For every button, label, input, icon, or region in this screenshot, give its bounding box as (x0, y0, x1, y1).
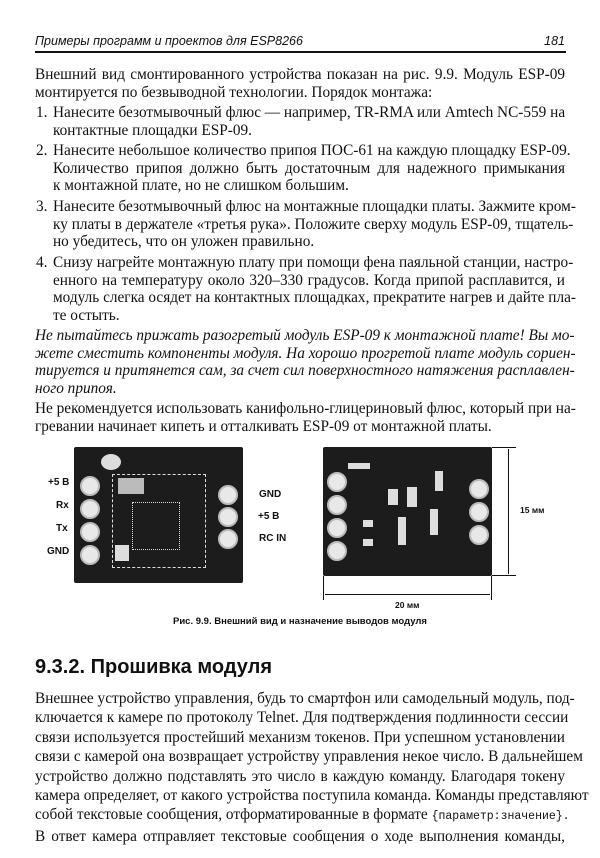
intro-paragraph (35, 66, 565, 101)
text-line: Не пытайтесь прижать разогретый модуль ESP-09 к монтажной плате! Вы мо- (35, 327, 575, 344)
text-line: Нанесите безотмывочный флюс — например, TR-RMA или Amtech NC-559 на (53, 104, 566, 121)
text-line: Снизу нагрейте монтажную плату при помощи фена паяльной станции, настро- (53, 254, 574, 271)
inline-code: {параметр:значение}. (431, 810, 570, 824)
text-line: тируется и притянется сам, за счет сил поверхностного натяжения расплавлен- (35, 362, 575, 379)
step-number: 2. (36, 142, 48, 159)
pin-pad (327, 495, 347, 515)
text-line: те остыть. (53, 306, 120, 324)
text-line: Количество припоя должно быть достаточным для надежного примыкания (53, 159, 565, 177)
smd-component (430, 509, 438, 535)
pin-pad (80, 522, 100, 542)
text-line: Внешнее устройство управления, будь то смартфон или самодельный модуль, под- (35, 690, 575, 707)
pin-pad (80, 499, 100, 519)
pin-pad (80, 476, 100, 496)
figure-caption: Рис. 9.9. Внешний вид и назначение выводов модуля (173, 616, 427, 627)
text-fragment: собой текстовые сообщения, отформатированные в формате (35, 806, 428, 824)
header-rule (35, 51, 566, 53)
pin-label: GND (259, 489, 282, 500)
smd-component (101, 454, 121, 470)
text-line: В ответ камера отправляет текстовые сообщения о ходе выполнения команды, (35, 827, 565, 845)
pin-pad (218, 485, 238, 505)
text-line: Не рекомендуется использовать канифольно-глицериновый флюс, который при на- (35, 400, 576, 417)
smd-component (115, 545, 129, 561)
text-line: но убедитесь, что он уложен правильно. (53, 233, 315, 250)
pin-pad (327, 518, 347, 538)
running-title: Примеры программ и проектов для ESP8266 (35, 34, 303, 48)
text-line: Внешний вид смонтированного устройства показан на рис. 9.9. Модуль ESP-09 (35, 66, 565, 83)
section-paragraph (35, 689, 589, 846)
width-dimension-arrow (325, 594, 490, 595)
text-line: связи с камерой она возвращает устройству управления некое число. В дальнейшем (35, 748, 583, 766)
smd-component (398, 517, 406, 545)
text-line: ку платы в держателе «третья рука». Положите сверху модуль ESP-09, тщатель- (53, 215, 574, 233)
page-number: 181 (544, 34, 565, 48)
step-1 (36, 104, 565, 139)
dimension-extension-line (323, 576, 324, 600)
pin-pad (469, 479, 489, 499)
text-line (35, 805, 570, 826)
warning-paragraph (35, 327, 576, 397)
pin-label: +5 В (258, 511, 280, 522)
pin-pad (327, 541, 347, 561)
height-dimension-label: 15 мм (520, 505, 545, 515)
running-header (35, 34, 565, 48)
dimension-extension-line (492, 447, 516, 448)
step-4 (36, 254, 576, 324)
step-2 (36, 142, 571, 195)
step-number: 4. (36, 254, 48, 271)
pin-label: GND (47, 546, 70, 557)
text-line: контактные площадки ESP-09. (53, 121, 252, 139)
smd-component (363, 520, 373, 527)
pin-pad (327, 472, 347, 492)
text-line: устройство должно подставлять это число в каждую команду. Благодаря токену (35, 767, 565, 785)
pin-pad (469, 525, 489, 545)
pin-label: Rx (56, 500, 69, 511)
smd-component (363, 539, 373, 546)
width-dimension-label: 20 мм (395, 600, 420, 610)
pcb-board-front (74, 447, 243, 583)
pin-label: RC IN (259, 533, 287, 544)
smd-component (435, 471, 443, 491)
text-line: связи используется простейший механизм токенов. При успешном установлении (35, 728, 565, 746)
height-dimension-arrow (508, 449, 509, 574)
dimension-extension-line (491, 576, 492, 600)
text-line: гревании начинает кипеть и отталкивать ESP-09 от монтажной платы. (35, 417, 492, 435)
pin-label: Tx (56, 523, 68, 534)
step-number: 3. (36, 198, 48, 215)
text-line: модуль слегка осядет на контактных площадках, прекратите нагрев и дайте пла- (53, 289, 576, 306)
smd-component (388, 489, 398, 505)
pin-pad (469, 502, 489, 522)
pcb-board-back (323, 447, 492, 576)
text-line: ного припоя. (35, 379, 117, 397)
text-line: енного на температуру около 320–330 градусов. Когда припой расплавится, и (53, 271, 565, 289)
text-line: жете сместить компоненты модуля. На хорошо прогретой плате модуль сориен- (35, 344, 576, 362)
text-line: к монтажной плате, но не слишком большим. (53, 177, 349, 194)
step-3 (36, 198, 576, 251)
esp-chip (132, 502, 180, 550)
pin-label: +5 В (48, 477, 70, 488)
section-heading: 9.3.2. Прошивка модуля (35, 656, 273, 678)
text-line: ключается к камере по протоколу Telnet. Для подтверждения подлинности сессии (35, 709, 569, 727)
pin-pad (218, 507, 238, 527)
smd-component (348, 463, 370, 469)
text-line: Нанесите небольшое количество припоя ПОС-61 на каждую площадку ESP-09. (53, 142, 571, 159)
pin-pad (80, 545, 100, 565)
text-line: монтируется по безвыводной технологии. Порядок монтажа: (35, 83, 433, 101)
pin-pad (218, 529, 238, 549)
step-number: 1. (36, 104, 48, 121)
text-line: Нанесите безотмывочный флюс на монтажные площадки платы. Зажмите кром- (53, 198, 576, 215)
note-paragraph (35, 400, 576, 435)
dimension-extension-line (492, 575, 516, 576)
crystal (118, 478, 144, 494)
smd-component (407, 487, 417, 507)
text-line: камера определяет, от какого устройства поступила команда. Команды представляют (35, 787, 589, 805)
